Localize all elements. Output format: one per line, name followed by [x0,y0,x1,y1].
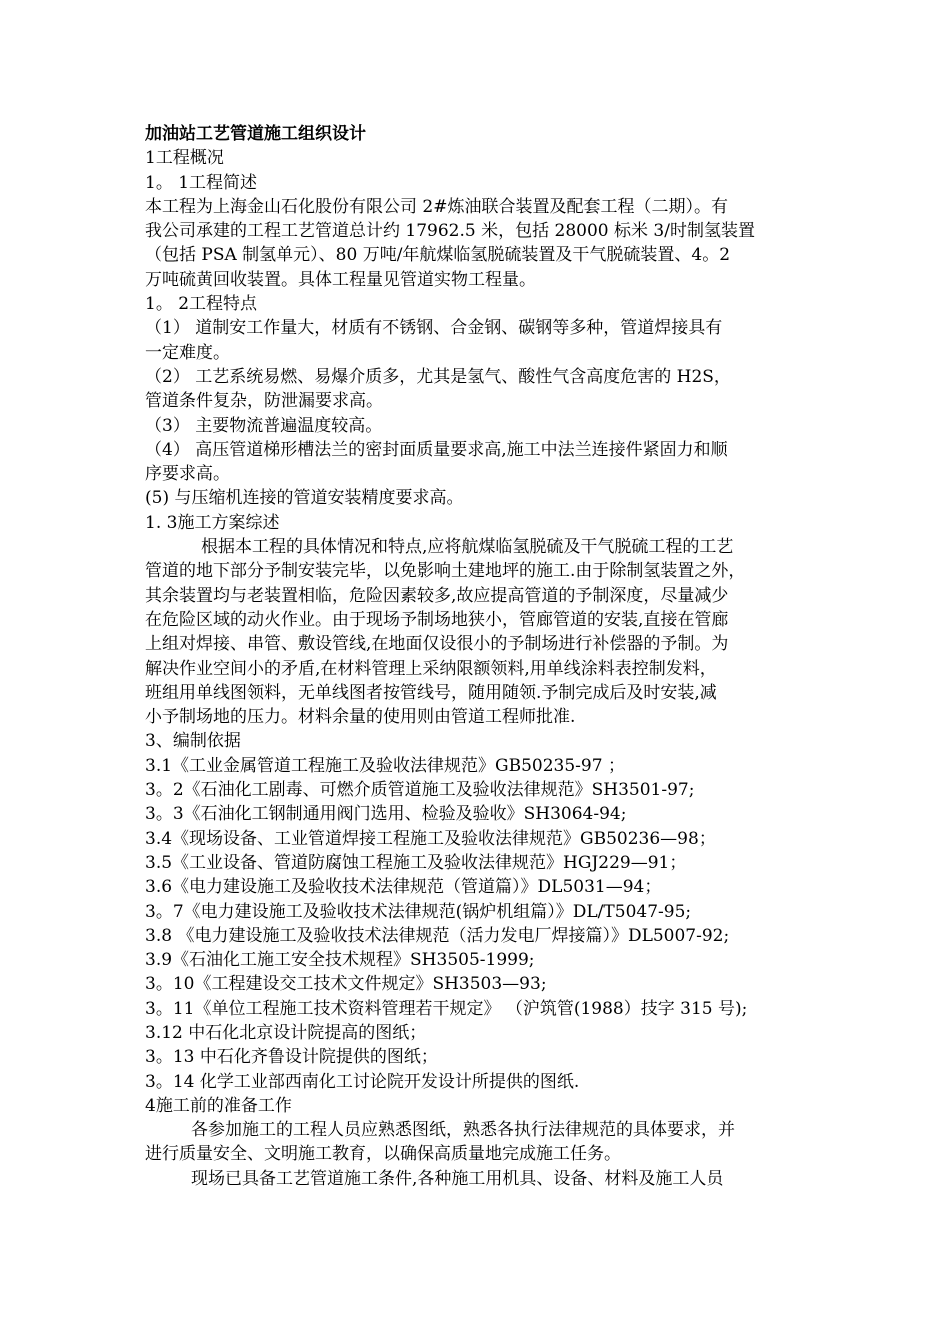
section-heading: 4施工前的准备工作 [145,1095,292,1116]
paragraph-line: 在危险区域的动火作业。由于现场予制场地狭小，管廊管道的安装,直接在管廊 [145,609,729,630]
reference-item: 3.8 《电力建设施工及验收技术法律规范（活力发电厂焊接篇）》DL5007-92; [145,925,730,946]
reference-item: 3。11《单位工程施工技术资料管理若干规定》 （沪筑管(1988）技字 315 号); [145,998,748,1019]
paragraph-line: 小予制场地的压力。材料余量的使用则由管道工程师批准. [145,707,576,728]
subsection-heading: 1。 1工程简述 [145,172,258,193]
reference-item: 3。13 中石化齐鲁设计院提供的图纸； [145,1047,438,1068]
reference-item: 3。7《电力建设施工及验收技术法律规范(锅炉机组篇）》DL/T5047-95; [145,901,692,922]
list-item-line: （2） 工艺系统易燃、易爆介质多，尤其是氢气、酸性气含高度危害的 H2S， [145,366,731,387]
paragraph-line: （包括 PSA 制氢单元）、80 万吨/年航煤临氢脱硫装置及干气脱硫装置、4。2 [145,245,731,266]
paragraph-line: 解决作业空间小的矛盾,在材料管理上采纳限额领料,用单线涂料表控制发料， [145,658,717,679]
paragraph-line: 现场已具备工艺管道施工条件,各种施工用机具、设备、材料及施工人员 [191,1168,724,1189]
reference-item: 3.9《石油化工施工安全技术规程》SH3505-1999; [145,950,535,971]
paragraph-line: 我公司承建的工程工艺管道总计约 17962.5 米，包括 28000 标米 3/时制氢装置 [145,221,755,242]
paragraph-line: 班组用单线图领料，无单线图者按管线号，随用随领.予制完成后及时安装,减 [145,682,717,703]
paragraph-line: 本工程为上海金山石化股份有限公司 2#炼油联合装置及配套工程（二期）。有 [145,196,728,217]
reference-item: 3。10《工程建设交工技术文件规定》SH3503—93; [145,974,547,995]
paragraph-line: 万吨硫黄回收装置。具体工程量见管道实物工程量。 [145,269,536,290]
reference-item: 3。3《石油化工钢制通用阀门选用、检验及验收》SH3064-94; [145,804,627,825]
subsection-heading: 1。 2工程特点 [145,294,258,315]
document-body [145,122,825,1191]
reference-item: 3.4《现场设备、工业管道焊接工程施工及验收法律规范》GB50236—98； [145,828,716,849]
list-item-line: 序要求高。 [145,464,230,485]
list-item-line: 一定难度。 [145,342,230,363]
paragraph-line: 根据本工程的具体情况和特点,应将航煤临氢脱硫及干气脱硫工程的工艺 [201,537,734,558]
paragraph-line: 上组对焊接、串管、敷设管线,在地面仅设很小的予制场进行补偿器的予制。为 [145,634,729,655]
document-title: 加油站工艺管道施工组织设计 [145,124,366,144]
reference-item: 3.1《工业金属管道工程施工及验收法律规范》GB50235-97 ； [145,755,625,776]
section-heading: 1工程概况 [145,148,224,169]
list-item-line: 管道条件复杂，防泄漏要求高。 [145,391,383,412]
paragraph-line: 管道的地下部分予制安装完毕，以免影响土建地坪的施工.由于除制氢装置之外， [145,561,746,582]
reference-item: 3。2《石油化工剧毒、可燃介质管道施工及验收法律规范》SH3501-97; [145,780,695,801]
reference-item: 3.5《工业设备、管道防腐蚀工程施工及验收法律规范》HGJ229—91； [145,852,687,873]
paragraph-line: 其余装置均与老装置相临，危险因素较多,故应提高管道的予制深度，尽量减少 [145,585,729,606]
list-item-line: （3） 主要物流普遍温度较高。 [145,415,383,436]
reference-item: 3.12 中石化北京设计院提高的图纸； [145,1022,427,1043]
paragraph-line: 进行质量安全、文明施工教育，以确保高质量地完成施工任务。 [145,1144,621,1165]
subsection-heading: 1. 3施工方案综述 [145,512,280,533]
list-item-line: （4） 高压管道梯形槽法兰的密封面质量要求高,施工中法兰连接件紧固力和顺 [145,439,728,460]
reference-item: 3。14 化学工业部西南化工讨论院开发设计所提供的图纸. [145,1071,580,1092]
paragraph-line: 各参加施工的工程人员应熟悉图纸，熟悉各执行法律规范的具体要求，并 [191,1120,735,1141]
list-item-line: (5) 与压缩机连接的管道安装精度要求高。 [145,488,464,509]
list-item-line: （1） 道制安工作量大，材质有不锈钢、合金钢、碳钢等多种，管道焊接具有 [145,318,723,339]
reference-item: 3.6《电力建设施工及验收技术法律规范（管道篇）》DL5031—94； [145,877,662,898]
section-heading: 3、编制依据 [145,731,241,752]
